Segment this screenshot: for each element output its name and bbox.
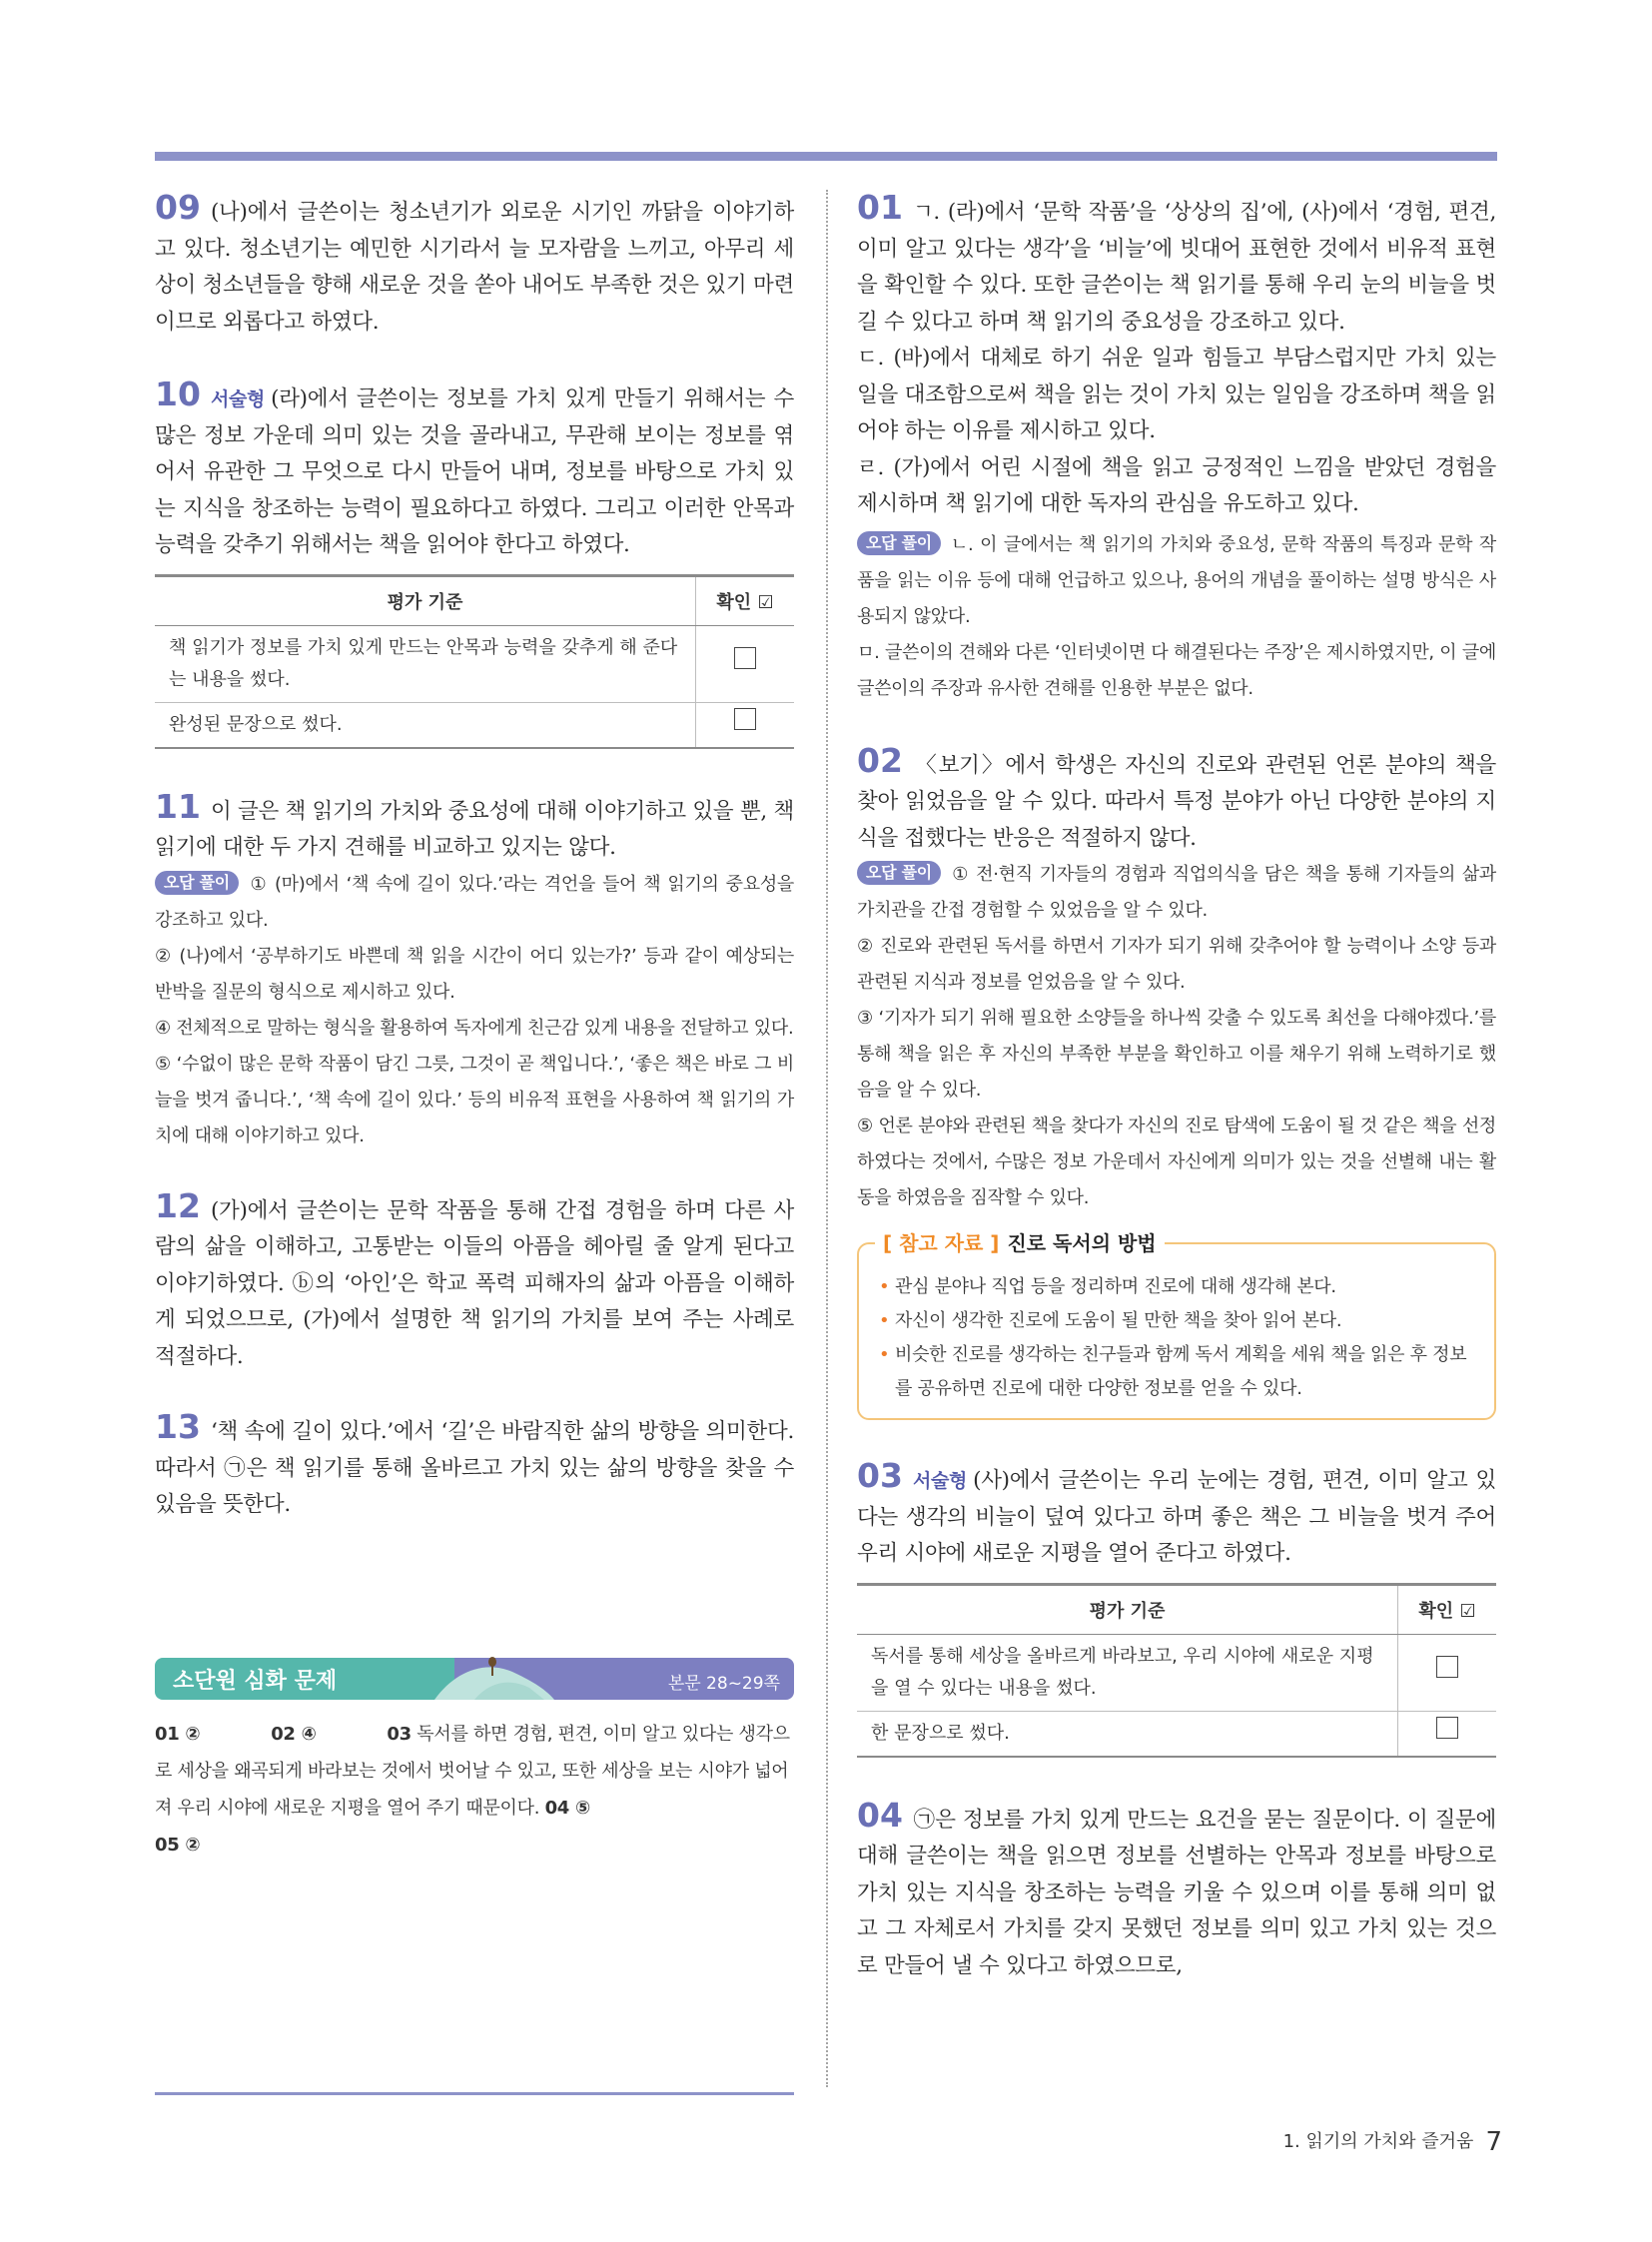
question-text: (사)에서 글쓴이는 우리 눈에는 경험, 편견, 이미 알고 있다는 생각의 비늘이 덮여 있다고 하며 좋은 책은 그 비늘을 벗겨 주어 우리 시야에 새로운 지평을 열어 준다고 하였다. [857, 1468, 1496, 1566]
hill-bird-icon [434, 1652, 554, 1700]
wrong-answer-badge: 오답 풀이 [857, 861, 941, 885]
explanation-item: ① (마)에서 ‘책 속에 길이 있다.’라는 격언을 들어 책 읽기의 중요성을 강조하고 있다. [155, 873, 794, 931]
evaluation-table [857, 1583, 1496, 1758]
criteria-header: 평가 기준 [155, 575, 696, 625]
answer-item: 01 ② [155, 1723, 201, 1745]
reference-title [875, 1227, 1165, 1256]
criteria-item: 한 문장으로 썼다. [857, 1711, 1398, 1757]
answer-item: 독서를 하면 경험, 편견, 이미 알고 있다는 생각으로 세상을 왜곡되게 바라보는 것에서 벗어날 수 있고, 또한 세상을 보는 시야가 넓어져 우리 시야에 새로운 지평을 열어 주기 때문이다. [155, 1723, 790, 1819]
criteria-item: 책 읽기가 정보를 가치 있게 만드는 안목과 능력을 갖추게 해 준다는 내용을 썼다. [155, 625, 696, 702]
question-number: 01 [857, 188, 903, 227]
essay-tag: 서술형 [912, 1470, 968, 1492]
checkbox[interactable] [1436, 1656, 1458, 1678]
reference-heading: 진로 독서의 방법 [1007, 1231, 1157, 1255]
question-text: (라)에서 글쓴이는 정보를 가치 있게 만들기 위해서는 수많은 정보 가운데 의미 있는 것을 골라내고, 무관해 보이는 정보를 엮어서 유관한 그 무엇으로 다시 만들어 내며, 정보를 바탕으로 가치 있는 지식을 창조하는 능력이 필요하다고 하였다. 그리고 이러한 안목과 능력을 갖추기 위해서는 책을 읽어야 한다고 하였다. [155, 386, 794, 557]
page-number: 7 [1485, 2127, 1502, 2157]
question-12 [155, 1185, 794, 1376]
wrong-answer-badge: 오답 풀이 [155, 871, 239, 895]
question-number: 12 [155, 1185, 201, 1225]
reference-tag: [ 참고 자료 ] [883, 1231, 1000, 1255]
question-text: ㄱ. (라)에서 ‘문학 작품’을 ‘상상의 집’에, (사)에서 ‘경험, 편견, 이미 알고 있다는 생각’을 ‘비늘’에 빗대어 표현한 것에서 비유적 표현을 확인할 수 있다. 또한 글쓴이는 책 읽기를 통해 우리 눈의 비늘을 벗길 수 있다고 하며 책 읽기의 중요성을 강조하고 있다. [857, 200, 1496, 335]
question-number: 03 [857, 1456, 903, 1495]
answer-item: 05 ② [155, 1834, 201, 1856]
question-10 [155, 376, 794, 564]
question-number: 09 [155, 188, 201, 227]
question-09 [155, 190, 794, 341]
question-number: 10 [155, 374, 201, 413]
banner-title: 소단원 심화 문제 [173, 1668, 338, 1694]
answer-item: 04 ⑤ [544, 1797, 590, 1819]
section-banner [155, 1652, 794, 1700]
question-number: 13 [155, 1407, 201, 1446]
explanation-item: ⑤ 언론 분야와 관련된 책을 찾다가 자신의 진로 탐색에 도움이 될 것 같은 책을 선정하였다는 것에서, 수많은 정보 가운데서 자신에게 의미가 있는 것을 선별해 내는 활동을 하였음을 짐작할 수 있다. [857, 1116, 1496, 1208]
checkbox[interactable] [734, 647, 756, 669]
criteria-header: 평가 기준 [857, 1584, 1398, 1634]
check-header: 확인 ☑ [696, 575, 795, 625]
question-number: 11 [155, 786, 201, 826]
question-text: ㉠은 정보를 가치 있게 만드는 요건을 묻는 질문이다. 이 질문에 대해 글쓴이는 책을 읽으면 정보를 선별하는 안목과 정보를 바탕으로 가치 있는 지식을 창조하는 능력을 키울 수 있으며 이를 통해 의미 없고 그 자체로서 가치를 갖지 못했던 정보를 의미 있고 가치 있는 것으로 만들어 낼 수 있다고 하였으므로, [857, 1807, 1496, 1978]
page-footer [1283, 2127, 1502, 2157]
checkbox[interactable] [734, 708, 756, 730]
wrong-answer-explanation [155, 867, 794, 939]
answer-item: 02 ④ [271, 1723, 317, 1745]
bottom-rule [155, 2092, 794, 2095]
check-header: 확인 ☑ [1398, 1584, 1497, 1634]
wrong-answer-badge: 오답 풀이 [857, 531, 941, 555]
wrong-answer-explanation [857, 857, 1496, 929]
explanation-item: ① 전·현직 기자들의 경험과 직업의식을 담은 책을 통해 기자들의 삶과 가치관을 간접 경험할 수 있었음을 알 수 있다. [857, 864, 1496, 921]
banner-page-ref: 본문 28~29쪽 [667, 1673, 780, 1694]
question-text: (나)에서 글쓴이는 청소년기가 외로운 시기인 까닭을 이야기하고 있다. 청소년기는 예민한 시기라서 늘 모자람을 느끼고, 아무리 세상이 청소년들을 향해 새로운 것을 쏟아 내어도 부족한 것은 있기 마련이므로 외롭다고 하였다. [155, 200, 794, 335]
top-rule [155, 152, 1497, 161]
answer-key [155, 1716, 794, 1864]
right-column [857, 190, 1496, 1984]
explanation-item: ② 진로와 관련된 독서를 하면서 기자가 되기 위해 갖추어야 할 능력이나 소양 등과 관련된 지식과 정보를 얻었음을 알 수 있다. [857, 936, 1496, 993]
reference-item: • 자신이 생각한 진로에 도움이 될 만한 책을 찾아 읽어 본다. [877, 1304, 1476, 1338]
reference-item: • 비슷한 진로를 생각하는 친구들과 함께 독서 계획을 세워 책을 읽은 후 정보를 공유하면 진로에 대한 다양한 정보를 얻을 수 있다. [877, 1338, 1476, 1406]
explanation-item: ④ 전체적으로 말하는 형식을 활용하여 독자에게 친근감 있게 내용을 전달하고 있다. [155, 1017, 794, 1039]
column-divider [826, 190, 828, 2087]
question-text: ㄷ. (바)에서 대체로 하기 쉬운 일과 힘들고 부담스럽지만 가치 있는 일을 대조함으로써 책을 읽는 것이 가치 있는 일임을 강조하며 책을 읽어야 하는 이유를 제시하고 있다. [857, 346, 1496, 443]
question-03 [857, 1458, 1496, 1573]
explanation-item: ② (나)에서 ‘공부하기도 바쁜데 책 읽을 시간이 어디 있는가?’ 등과 같이 예상되는 반박을 질문의 형식으로 제시하고 있다. [155, 945, 794, 1003]
question-text: 〈보기〉에서 학생은 자신의 진로와 관련된 언론 분야의 책을 찾아 읽었음을 알 수 있다. 따라서 특정 분야가 아닌 다양한 분야의 지식을 접했다는 반응은 적절하지 않다. [857, 752, 1496, 851]
question-11 [155, 786, 794, 867]
explanation-item: ㄴ. 이 글에서는 책 읽기의 가치와 중요성, 문학 작품의 특징과 문학 작품을 읽는 이유 등에 대해 언급하고 있으나, 용어의 개념을 풀이하는 설명 방식은 사용되지 않았다. [857, 533, 1496, 627]
question-13 [155, 1409, 794, 1524]
question-text: 이 글은 책 읽기의 가치와 중요성에 대해 이야기하고 있을 뿐, 책 읽기에 대한 두 가지 견해를 비교하고 있지는 않다. [155, 798, 794, 860]
reference-item: • 관심 분야나 직업 등을 정리하며 진로에 대해 생각해 본다. [877, 1270, 1476, 1304]
question-text: ㄹ. (가)에서 어린 시절에 책을 읽고 긍정적인 느낌을 받았던 경험을 제시하며 책 읽기에 대한 독자의 관심을 유도하고 있다. [857, 454, 1496, 516]
checkbox[interactable] [1436, 1717, 1458, 1739]
question-02 [857, 740, 1496, 858]
explanation-item: ⑤ ‘수없이 많은 문학 작품이 담긴 그릇, 그것이 곧 책입니다.’, ‘좋은 책은 바로 그 비늘을 벗겨 줍니다.’, ‘책 속에 길이 있다.’ 등의 비유적 표현을 사용하여 책 읽기의 가치에 대해 이야기하고 있다. [155, 1053, 794, 1146]
explanation-item: ㅁ. 글쓴이의 견해와 다른 ‘인터넷이면 다 해결된다는 주장’은 제시하였지만, 이 글에 글쓴이의 주장과 유사한 견해를 인용한 부분은 없다. [857, 641, 1496, 699]
chapter-title: 1. 읽기의 가치와 즐거움 [1282, 2131, 1474, 2152]
reference-box [857, 1231, 1496, 1420]
question-number: 02 [857, 740, 903, 780]
question-text: (가)에서 글쓴이는 문학 작품을 통해 간접 경험을 하며 다른 사람의 삶을 이해하고, 고통받는 이들의 아픔을 헤아릴 줄 알게 된다고 이야기하였다. ⓑ의 ‘아인’은 학교 폭력 피해자의 삶과 아픔을 이해하게 되었으므로, (가)에서 설명한 책 읽기의 가치를 보여 주는 사례로 적절하다. [155, 1197, 794, 1369]
criteria-item: 독서를 통해 세상을 올바르게 바라보고, 우리 시야에 새로운 지평을 열 수 있다는 내용을 썼다. [857, 1634, 1398, 1711]
answer-item: 03 [387, 1723, 412, 1745]
question-text: ‘책 속에 길이 있다.’에서 ‘길’은 바람직한 삶의 방향을 의미한다. 따라서 ㉠은 책 읽기를 통해 올바르고 가치 있는 삶의 방향을 찾을 수 있음을 뜻한다. [155, 1419, 794, 1517]
explanation-item: ③ ‘기자가 되기 위해 필요한 소양들을 하나씩 갖출 수 있도록 최선을 다해야겠다.’를 통해 책을 읽은 후 자신의 부족한 부분을 확인하고 이를 채우기 위해 노력하기로 했음을 알 수 있다. [857, 1008, 1496, 1101]
question-04 [857, 1795, 1496, 1985]
question-number: 04 [857, 1795, 903, 1835]
question-01 [857, 190, 1496, 341]
wrong-answer-explanation [857, 527, 1496, 635]
left-column [155, 190, 794, 1864]
essay-tag: 서술형 [210, 388, 266, 410]
evaluation-table [155, 574, 794, 749]
criteria-item: 완성된 문장으로 썼다. [155, 702, 696, 748]
